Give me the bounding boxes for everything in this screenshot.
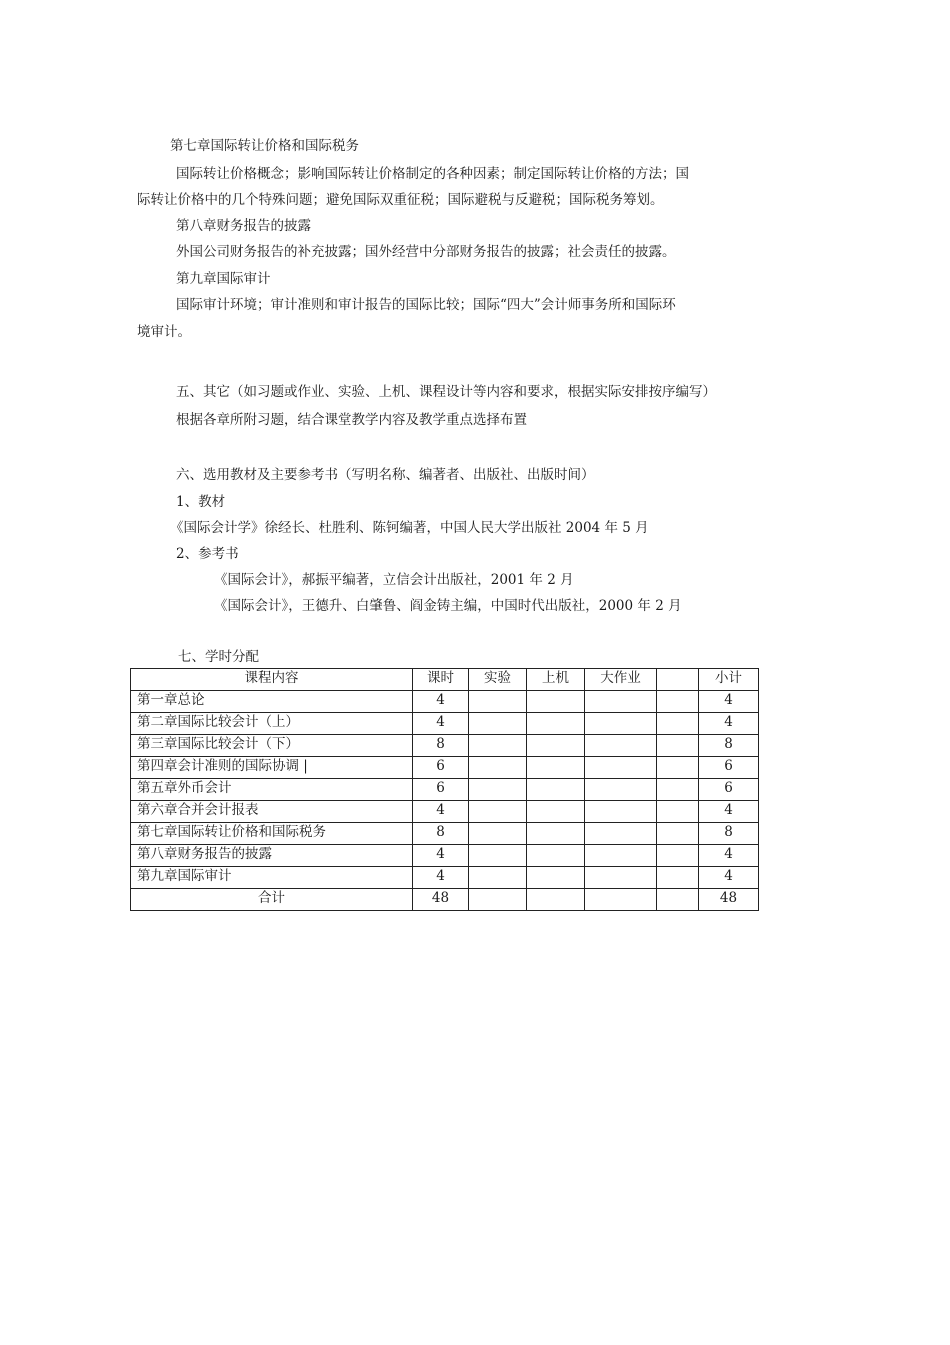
row-experiment bbox=[469, 845, 527, 867]
row-major-assignment bbox=[585, 867, 657, 889]
row-course: 第一章总论 bbox=[131, 691, 413, 713]
hours-allocation-table bbox=[130, 668, 759, 911]
section-7-title: 七、学时分配 bbox=[178, 649, 259, 665]
section-6-title: 六、选用教材及主要参考书（写明名称、编著者、出版社、出版时间） bbox=[176, 467, 595, 483]
row-major-assignment bbox=[585, 823, 657, 845]
row-blank bbox=[657, 713, 699, 735]
table-row bbox=[131, 845, 759, 867]
row-experiment bbox=[469, 713, 527, 735]
row-hours: 4 bbox=[413, 867, 469, 889]
row-experiment bbox=[469, 801, 527, 823]
row-hours: 4 bbox=[413, 845, 469, 867]
row-hours: 8 bbox=[413, 735, 469, 757]
total-experiment bbox=[469, 889, 527, 911]
row-subtotal: 6 bbox=[699, 779, 759, 801]
row-course: 第四章会计准则的国际协调 | bbox=[131, 757, 413, 779]
row-hours: 4 bbox=[413, 691, 469, 713]
row-experiment bbox=[469, 779, 527, 801]
row-hours: 4 bbox=[413, 713, 469, 735]
row-computer-lab bbox=[527, 867, 585, 889]
row-subtotal: 4 bbox=[699, 845, 759, 867]
row-subtotal: 4 bbox=[699, 691, 759, 713]
row-subtotal: 4 bbox=[699, 713, 759, 735]
row-course: 第三章国际比较会计（下） bbox=[131, 735, 413, 757]
row-course: 第七章国际转让价格和国际税务 bbox=[131, 823, 413, 845]
row-blank bbox=[657, 845, 699, 867]
row-computer-lab bbox=[527, 691, 585, 713]
table-row bbox=[131, 713, 759, 735]
row-subtotal: 4 bbox=[699, 801, 759, 823]
table-row bbox=[131, 735, 759, 757]
header-major-assignment: 大作业 bbox=[585, 669, 657, 691]
total-blank bbox=[657, 889, 699, 911]
row-blank bbox=[657, 735, 699, 757]
row-experiment bbox=[469, 867, 527, 889]
row-major-assignment bbox=[585, 801, 657, 823]
row-subtotal: 4 bbox=[699, 867, 759, 889]
row-computer-lab bbox=[527, 845, 585, 867]
row-hours: 4 bbox=[413, 801, 469, 823]
table-row bbox=[131, 801, 759, 823]
references-heading: 2、参考书 bbox=[176, 546, 239, 562]
row-major-assignment bbox=[585, 713, 657, 735]
chapter-9-body-line-2: 境审计。 bbox=[137, 324, 191, 340]
table-total-row bbox=[131, 889, 759, 911]
chapter-7-body-line-1: 国际转让价格概念；影响国际转让价格制定的各种因素；制定国际转让价格的方法；国 bbox=[176, 166, 689, 182]
row-subtotal: 6 bbox=[699, 757, 759, 779]
textbook-heading: 1、教材 bbox=[176, 494, 226, 510]
table-header-row bbox=[131, 669, 759, 691]
row-major-assignment bbox=[585, 845, 657, 867]
row-blank bbox=[657, 801, 699, 823]
row-blank bbox=[657, 691, 699, 713]
chapter-9-body-line-1: 国际审计环境；审计准则和审计报告的国际比较；国际“四大”会计师事务所和国际环 bbox=[176, 297, 676, 313]
row-course: 第二章国际比较会计（上） bbox=[131, 713, 413, 735]
row-hours: 6 bbox=[413, 757, 469, 779]
header-experiment: 实验 bbox=[469, 669, 527, 691]
total-hours: 48 bbox=[413, 889, 469, 911]
table-row bbox=[131, 757, 759, 779]
row-blank bbox=[657, 823, 699, 845]
row-blank bbox=[657, 779, 699, 801]
row-major-assignment bbox=[585, 691, 657, 713]
row-course: 第五章外币会计 bbox=[131, 779, 413, 801]
row-computer-lab bbox=[527, 801, 585, 823]
header-computer-lab: 上机 bbox=[527, 669, 585, 691]
header-blank bbox=[657, 669, 699, 691]
table-row bbox=[131, 823, 759, 845]
row-computer-lab bbox=[527, 735, 585, 757]
row-major-assignment bbox=[585, 735, 657, 757]
row-computer-lab bbox=[527, 713, 585, 735]
total-label: 合计 bbox=[131, 889, 413, 911]
row-subtotal: 8 bbox=[699, 735, 759, 757]
table-row bbox=[131, 691, 759, 713]
row-hours: 8 bbox=[413, 823, 469, 845]
row-experiment bbox=[469, 735, 527, 757]
row-major-assignment bbox=[585, 779, 657, 801]
reference-2: 《国际会计》，王德升、白肇鲁、阎金铸主编，中国时代出版社，2000 年 2 月 bbox=[214, 598, 682, 614]
row-computer-lab bbox=[527, 779, 585, 801]
chapter-8-body: 外国公司财务报告的补充披露；国外经营中分部财务报告的披露；社会责任的披露。 bbox=[176, 244, 676, 260]
total-subtotal: 48 bbox=[699, 889, 759, 911]
textbook-entry: 《国际会计学》徐经长、杜胜利、陈钶编著，中国人民大学出版社 2004 年 5 月 bbox=[170, 520, 649, 536]
table-row bbox=[131, 779, 759, 801]
reference-1: 《国际会计》，郝振平编著，立信会计出版社，2001 年 2 月 bbox=[214, 572, 574, 588]
chapter-8-title: 第八章财务报告的披露 bbox=[176, 218, 311, 234]
row-course: 第八章财务报告的披露 bbox=[131, 845, 413, 867]
chapter-9-title: 第九章国际审计 bbox=[176, 271, 271, 287]
row-experiment bbox=[469, 691, 527, 713]
row-experiment bbox=[469, 757, 527, 779]
row-computer-lab bbox=[527, 823, 585, 845]
row-experiment bbox=[469, 823, 527, 845]
chapter-7-title: 第七章国际转让价格和国际税务 bbox=[170, 138, 359, 154]
row-hours: 6 bbox=[413, 779, 469, 801]
row-computer-lab bbox=[527, 757, 585, 779]
total-major-assignment bbox=[585, 889, 657, 911]
table-row bbox=[131, 867, 759, 889]
row-subtotal: 8 bbox=[699, 823, 759, 845]
row-blank bbox=[657, 867, 699, 889]
row-blank bbox=[657, 757, 699, 779]
header-course-content: 课程内容 bbox=[131, 669, 413, 691]
row-course: 第六章合并会计报表 bbox=[131, 801, 413, 823]
header-class-hours: 课时 bbox=[413, 669, 469, 691]
total-computer-lab bbox=[527, 889, 585, 911]
section-5-title: 五、其它（如习题或作业、实验、上机、课程设计等内容和要求，根据实际安排按序编写） bbox=[176, 384, 716, 400]
chapter-7-body-line-2: 际转让价格中的几个特殊问题；避免国际双重征税；国际避税与反避税；国际税务筹划。 bbox=[137, 192, 664, 208]
section-5-body: 根据各章所附习题，结合课堂教学内容及教学重点选择布置 bbox=[176, 412, 527, 428]
row-major-assignment bbox=[585, 757, 657, 779]
row-course: 第九章国际审计 bbox=[131, 867, 413, 889]
header-subtotal: 小计 bbox=[699, 669, 759, 691]
